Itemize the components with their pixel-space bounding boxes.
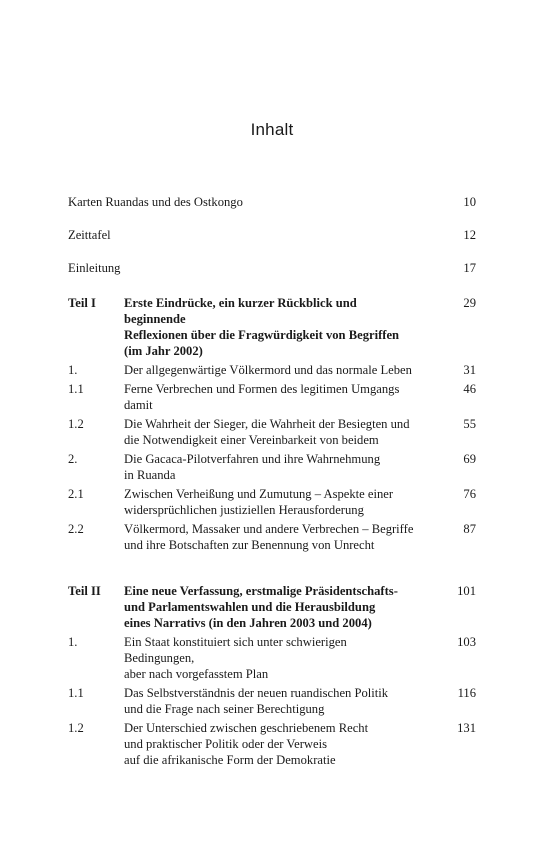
chapter-title-line: in Ruanda	[124, 468, 176, 482]
page-title: Inhalt	[250, 120, 294, 139]
part-heading[interactable]	[68, 295, 476, 359]
chapter-entry[interactable]	[68, 685, 476, 717]
chapter-entry[interactable]	[68, 720, 476, 768]
toc-entry-title: Einleitung	[68, 261, 121, 275]
toc-entry-introduction[interactable]	[68, 260, 476, 276]
chapter-title	[124, 720, 444, 768]
chapter-number: 1.1	[68, 382, 84, 396]
chapter-title	[124, 521, 444, 553]
chapter-number: 2.	[68, 452, 78, 466]
chapter-number: 1.	[68, 635, 78, 649]
chapter-title-line: die Notwendigkeit einer Vereinbarkeit von beidem	[124, 433, 379, 447]
chapter-title	[124, 362, 444, 378]
chapter-title-line: Das Selbstverständnis der neuen ruandischen Politik	[124, 686, 389, 700]
chapter-title	[124, 634, 444, 682]
toc-entry-page: 10	[463, 195, 476, 209]
part-block-2	[68, 583, 476, 768]
chapter-title-line: Die Gacaca-Pilotverfahren und ihre Wahrnehmung	[124, 452, 381, 466]
part-title-line: (im Jahr 2002)	[124, 344, 203, 358]
chapter-title-line: und ihre Botschaften zur Benennung von Unrecht	[124, 538, 375, 552]
chapter-title-line: widersprüchlichen justiziellen Herausforderung	[124, 503, 364, 517]
table-of-contents	[68, 194, 476, 768]
part-title-line: Erste Eindrücke, ein kurzer Rückblick und beginnende	[124, 296, 357, 326]
chapter-title	[124, 451, 444, 483]
toc-entry-title: Zeittafel	[68, 228, 111, 242]
toc-entry-title: Karten Ruandas und des Ostkongo	[68, 195, 243, 209]
chapter-page: 131	[457, 721, 476, 735]
part-title-line: Eine neue Verfassung, erstmalige Präsidentschafts-	[124, 584, 398, 598]
chapter-title	[124, 381, 444, 413]
chapter-title-line: aber nach vorgefasstem Plan	[124, 667, 269, 681]
chapter-entry[interactable]	[68, 521, 476, 553]
chapter-entry[interactable]	[68, 451, 476, 483]
chapter-title-line: und die Frage nach seiner Berechtigung	[124, 702, 325, 716]
chapter-page: 46	[463, 382, 476, 396]
chapter-page: 69	[463, 452, 476, 466]
chapter-page: 87	[463, 522, 476, 536]
chapter-number: 2.2	[68, 522, 84, 536]
chapter-number: 1.	[68, 363, 78, 377]
chapter-title-line: Völkermord, Massaker und andere Verbrechen – Begriffe	[124, 522, 414, 536]
chapter-title-line: Die Wahrheit der Sieger, die Wahrheit der Besiegten und	[124, 417, 410, 431]
part-number: Teil I	[68, 296, 96, 310]
chapter-page: 55	[463, 417, 476, 431]
part-title-line: und Parlamentswahlen und die Herausbildung	[124, 600, 376, 614]
toc-entry-page: 17	[463, 261, 476, 275]
chapter-entry[interactable]	[68, 416, 476, 448]
chapter-number: 1.2	[68, 721, 84, 735]
part-title	[124, 295, 444, 359]
chapter-number: 1.2	[68, 417, 84, 431]
chapter-title-line: Der allgegenwärtige Völkermord und das normale Leben	[124, 363, 412, 377]
part-title-line: eines Narrativs (in den Jahren 2003 und 2004)	[124, 616, 372, 630]
chapter-title-line: Der Unterschied zwischen geschriebenem Recht	[124, 721, 369, 735]
part-block-1	[68, 295, 476, 553]
part-heading[interactable]	[68, 583, 476, 631]
chapter-entry[interactable]	[68, 381, 476, 413]
part-title-line: Reflexionen über die Fragwürdigkeit von Begriffen	[124, 328, 400, 342]
toc-entry-page: 12	[463, 228, 476, 242]
chapter-title-line: auf die afrikanische Form der Demokratie	[124, 753, 336, 767]
part-page: 29	[463, 296, 476, 310]
chapter-title-line: Ein Staat konstituiert sich unter schwierigen Bedingungen,	[124, 635, 347, 665]
chapter-number: 1.1	[68, 686, 84, 700]
chapter-title-line: Ferne Verbrechen und Formen des legitimen Umgangs	[124, 382, 400, 396]
chapter-page: 103	[457, 635, 476, 649]
chapter-entry[interactable]	[68, 362, 476, 378]
toc-entry-timeline[interactable]	[68, 227, 476, 243]
chapter-title	[124, 685, 444, 717]
part-title	[124, 583, 444, 631]
toc-entry-maps[interactable]	[68, 194, 476, 210]
chapter-title	[124, 486, 444, 518]
chapter-page: 76	[463, 487, 476, 501]
chapter-page: 31	[463, 363, 476, 377]
chapter-title-line: damit	[124, 398, 153, 412]
chapter-title-line: Zwischen Verheißung und Zumutung – Aspekte einer	[124, 487, 394, 501]
chapter-number: 2.1	[68, 487, 84, 501]
chapter-title-line: und praktischer Politik oder der Verweis	[124, 737, 327, 751]
part-number: Teil II	[68, 584, 101, 598]
part-page: 101	[457, 584, 476, 598]
chapter-page: 116	[457, 686, 476, 700]
chapter-entry[interactable]	[68, 634, 476, 682]
chapter-entry[interactable]	[68, 486, 476, 518]
chapter-title	[124, 416, 444, 448]
